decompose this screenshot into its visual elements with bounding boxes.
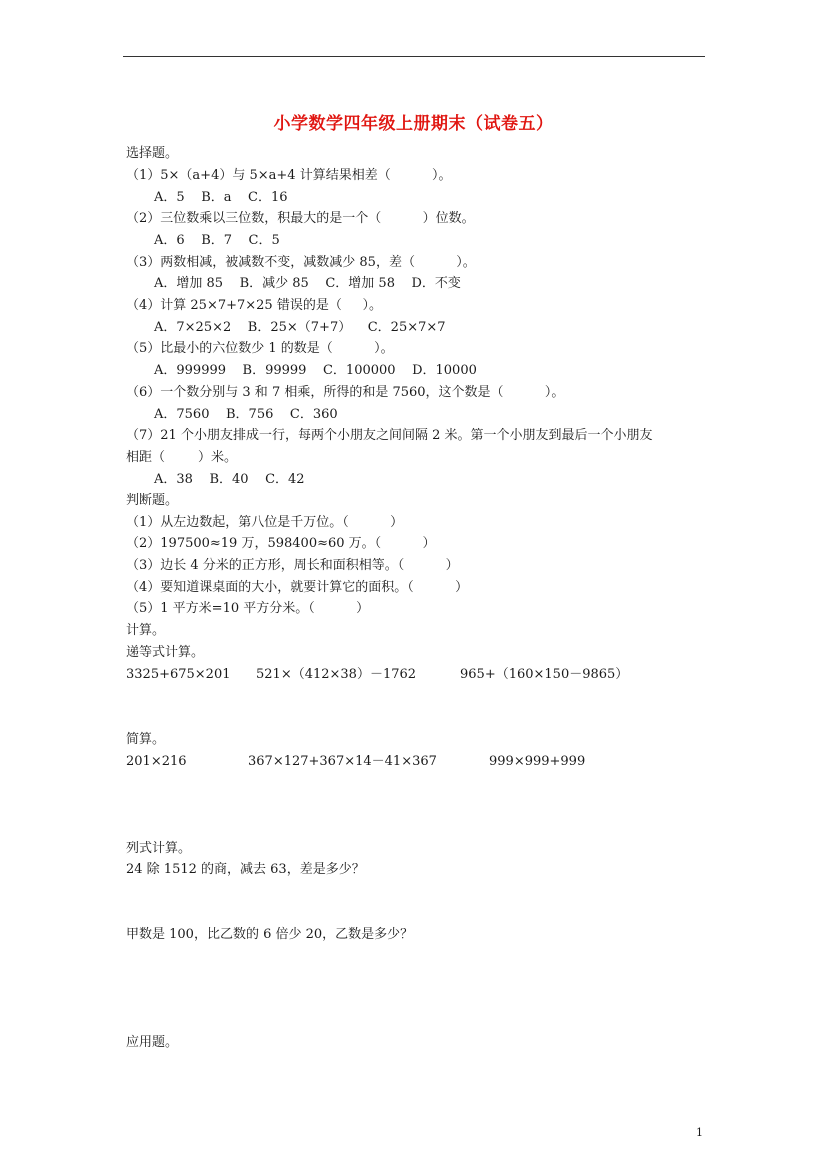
choice-options-2: A．6 B．7 C．5 (154, 233, 280, 248)
section-heading-judge: 判断题。 (126, 493, 179, 508)
choice-question-3: （3）两数相减，被减数不变，减数减少 85，差（ ）。 (126, 255, 476, 270)
choice-question-7-line1: （7）21 个小朋友排成一行，每两个小朋友之间间隔 2 米。第一个小朋友到最后一个小朋友 (126, 428, 653, 443)
formula-question-1: 24 除 1512 的商，减去 63，差是多少？ (126, 862, 365, 877)
judge-item-5: （5）1 平方米=10 平方分米。（ ） (126, 601, 370, 616)
judge-item-1: （1）从左边数起，第八位是千万位。（ ） (126, 515, 404, 530)
judge-item-2: （2）197500≈19 万，598400≈60 万。（ ） (126, 536, 436, 551)
section-heading-calc: 计算。 (126, 623, 166, 638)
simplify-item-1: 201×216 (126, 754, 187, 769)
choice-question-5: （5）比最小的六位数少 1 的数是（ ）。 (126, 341, 394, 356)
choice-options-6: A．7560 B．756 C．360 (154, 407, 338, 422)
judge-item-4: （4）要知道课桌面的大小，就要计算它的面积。（ ） (126, 580, 469, 595)
step-calc-item-3: 965+（160×150－9865） (460, 667, 629, 682)
choice-options-4: A．7×25×2 B．25×（7+7） C．25×7×7 (154, 320, 446, 335)
judge-item-3: （3）边长 4 分米的正方形，周长和面积相等。（ ） (126, 558, 459, 573)
choice-options-5: A．999999 B．99999 C．100000 D．10000 (154, 363, 477, 378)
choice-options-7: A．38 B．40 C．42 (154, 472, 305, 487)
formula-calc-heading: 列式计算。 (126, 841, 192, 856)
choice-question-7-line2: 相距（ ）米。 (126, 450, 238, 465)
step-calc-heading: 递等式计算。 (126, 645, 205, 660)
choice-question-4: （4）计算 25×7+7×25 错误的是（ ）。 (126, 298, 383, 313)
simplify-item-2: 367×127+367×14－41×367 (248, 754, 437, 769)
choice-question-6: （6）一个数分别与 3 和 7 相乘，所得的和是 7560，这个数是（ ）。 (126, 385, 565, 400)
choice-question-2: （2）三位数乘以三位数，积最大的是一个（ ）位数。 (126, 211, 475, 226)
formula-question-2: 甲数是 100，比乙数的 6 倍少 20，乙数是多少？ (126, 927, 414, 942)
choice-options-3: A．增加 85 B．减少 85 C．增加 58 D．不变 (154, 276, 461, 291)
section-heading-choice: 选择题。 (126, 146, 179, 161)
step-calc-item-1: 3325+675×201 (126, 667, 231, 682)
choice-question-1: （1）5×（a+4）与 5×a+4 计算结果相差（ ）。 (126, 168, 452, 183)
simplify-item-3: 999×999+999 (489, 754, 586, 769)
header-rule (123, 56, 705, 57)
section-heading-application: 应用题。 (126, 1035, 179, 1050)
page-title: 小学数学四年级上册期末（试卷五） (273, 114, 554, 134)
page-number: 1 (696, 1126, 703, 1139)
simplify-heading: 简算。 (126, 732, 166, 747)
step-calc-item-2: 521×（412×38）－1762 (256, 667, 417, 682)
choice-options-1: A．5 B．a C．16 (154, 190, 288, 205)
